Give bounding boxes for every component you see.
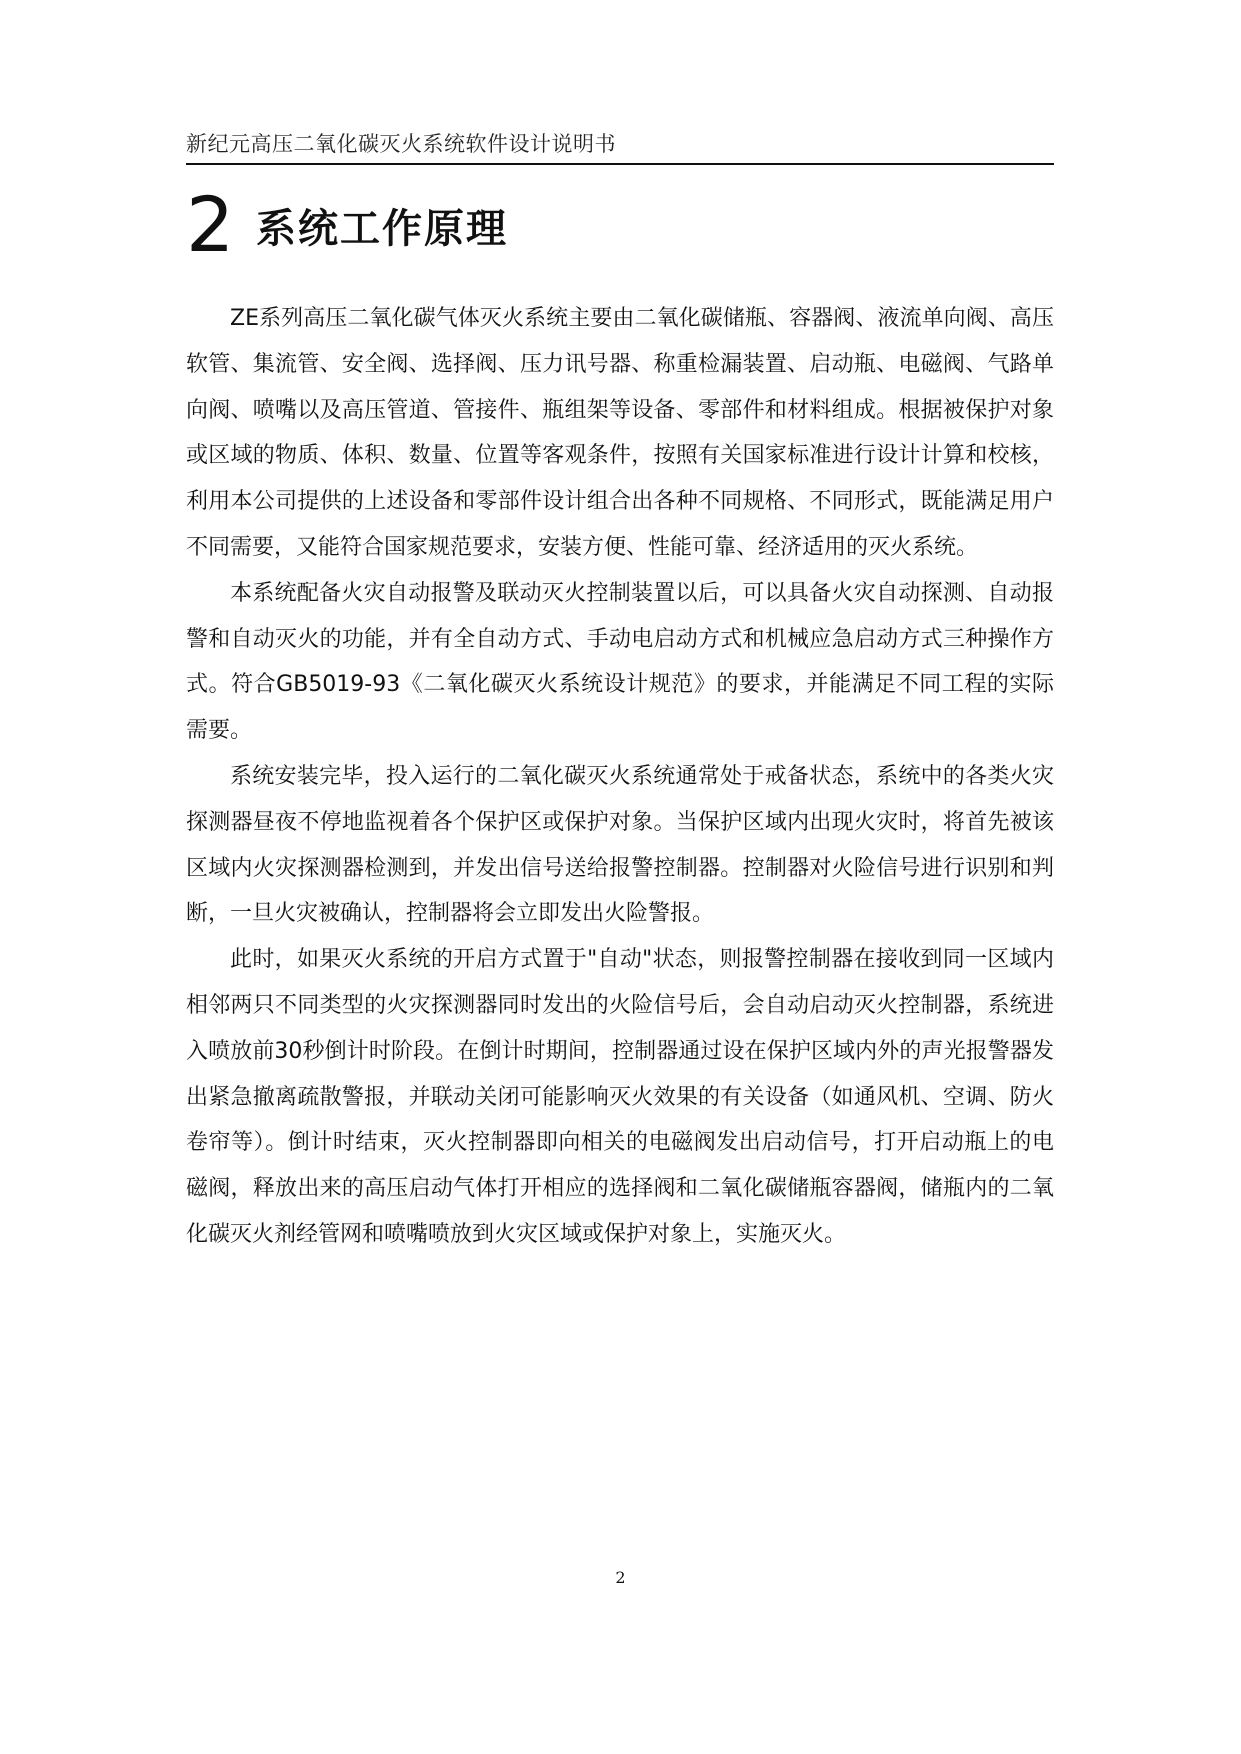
running-header: [186, 127, 1054, 165]
body-text: [186, 296, 1054, 1258]
paragraph-system-composition: ZE系列高压二氧化碳气体灭火系统主要由二氧化碳储瓶、容器阀、液流单向阀、高压软管、集流管、安全阀、选择阀、压力讯号器、称重检漏装置、启动瓶、电磁阀、气路单向阀、喷嘴以及高压管道、管接件、瓶组架等设备、零部件和材料组成。根据被保护对象或区域的物质、体积、数量、位置等客观条件，按照有关国家标准进行设计计算和校核，利用本公司提供的上述设备和零部件设计组合出各种不同规格、不同形式，既能满足用户不同需要，又能符合国家规范要求，安装方便、性能可靠、经济适用的灭火系统。: [186, 306, 1054, 560]
chapter-number: 2: [186, 180, 235, 269]
running-header-title: 新纪元高压二氧化碳灭火系统软件设计说明书: [186, 132, 616, 156]
paragraph-control-modes: 本系统配备火灾自动报警及联动灭火控制装置以后，可以具备火灾自动探测、自动报警和自动灭火的功能，并有全自动方式、手动电启动方式和机械应急启动方式三种操作方式。符合GB5019-93《二氧化碳灭火系统设计规范》的要求，并能满足不同工程的实际需要。: [186, 580, 1054, 744]
paragraph-automatic-discharge: 此时，如果灭火系统的开启方式置于"自动"状态，则报警控制器在接收到同一区域内相邻两只不同类型的火灾探测器同时发出的火险信号后，会自动启动灭火控制器，系统进入喷放前30秒倒计时阶段。在倒计时期间，控制器通过设在保护区域内外的声光报警器发出紧急撤离疏散警报，并联动关闭可能影响灭火效果的有关设备（如通风机、空调、防火卷帘等）。倒计时结束，灭火控制器即向相关的电磁阀发出启动信号，打开启动瓶上的电磁阀，释放出来的高压启动气体打开相应的选择阀和二氧化碳储瓶容器阀，储瓶内的二氧化碳灭火剂经管网和喷嘴喷放到火灾区域或保护对象上，实施灭火。: [186, 947, 1054, 1247]
chapter-title: 系统工作原理: [256, 206, 508, 252]
paragraph-standby-detection: 系统安装完毕，投入运行的二氧化碳灭火系统通常处于戒备状态，系统中的各类火灾探测器昼夜不停地监视着各个保护区或保护对象。当保护区域内出现火灾时，将首先被该区域内火灾探测器检测到，并发出信号送给报警控制器。控制器对火险信号进行识别和判断，一旦火灾被确认，控制器将会立即发出火险警报。: [186, 763, 1054, 927]
page-number: 2: [615, 1568, 626, 1587]
